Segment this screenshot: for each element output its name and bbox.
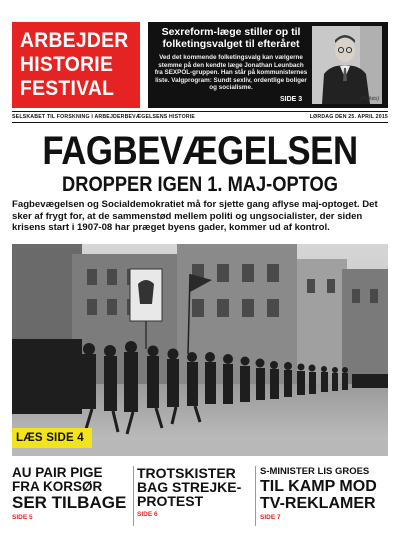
lead-headline: FAGBEVÆGELSEN bbox=[42, 129, 358, 173]
teaser-3-line-3: TV-REKLAMER bbox=[260, 495, 376, 512]
teaser-headline: Sexreform-læge stiller op til folketingsvalget til efteråret bbox=[161, 26, 301, 50]
column-divider-1 bbox=[133, 466, 134, 526]
teaser-tv-ads[interactable] bbox=[260, 466, 388, 521]
lead-standfirst: Fagbevægelsen og Socialdemokratiet må for sjette gang aflyse maj-optoget. Det sker af frygt for, at de sammenstød mellem politi og ungsocialister, der siden krisens start i 1907-08 har præget byens gader, kommer ud af kontrol. bbox=[12, 199, 378, 233]
lead-subhead: DROPPER IGEN 1. MAJ-OPTOG bbox=[62, 172, 338, 196]
festival-logo[interactable] bbox=[12, 22, 140, 108]
teaser-2-line-3: PROTEST bbox=[137, 493, 204, 509]
issue-date: LØRDAG DEN 25. APRIL 2015 bbox=[309, 114, 388, 120]
publisher-line: SELSKABET TIL FORSKNING I ARBEJDERBEVÆGELSENS HISTORIE bbox=[12, 114, 196, 120]
column-divider-2 bbox=[255, 466, 256, 526]
teaser-au-pair[interactable] bbox=[12, 466, 130, 521]
logo-line-3: FESTIVAL bbox=[20, 77, 115, 100]
teaser-page-ref: SIDE 3 bbox=[280, 96, 303, 103]
portrait-photo bbox=[312, 26, 382, 104]
teaser-2-line-1: TROTSKISTER bbox=[137, 465, 236, 481]
teaser-trotskists[interactable] bbox=[137, 466, 252, 518]
photo-credit: (Polfoto) bbox=[360, 96, 379, 102]
teaser-1-page-ref: SIDE 5 bbox=[12, 514, 33, 521]
strap-top-rule bbox=[12, 111, 388, 112]
teaser-2-line-2: BAG STREJKE- bbox=[137, 479, 242, 495]
date-strap bbox=[12, 114, 388, 120]
teaser-1-line-1: AU PAIR PIGE bbox=[12, 465, 103, 480]
logo-line-2: HISTORIE bbox=[20, 53, 114, 76]
march-photo-illustration bbox=[12, 244, 388, 456]
teaser-body: Ved det kommende folketingsvalg kan vælgerne stemme på den kendte læge Jonathan Leunbach fra SEXPOL-gruppen. Han står på kommunisternes liste. Valgprogram: Sundt sexliv, ordentlige boliger og socialisme. bbox=[154, 54, 308, 92]
portrait-figure bbox=[312, 26, 382, 104]
lead-photo[interactable] bbox=[12, 244, 388, 456]
teaser-3-line-2: TIL KAMP MOD bbox=[260, 478, 377, 495]
teaser-3-page-ref: SIDE 7 bbox=[260, 514, 281, 521]
top-teaser-box[interactable] bbox=[148, 22, 388, 108]
logo-line-1: ARBEJDER bbox=[20, 29, 129, 52]
read-page-4-button[interactable]: LÆS SIDE 4 bbox=[12, 428, 92, 448]
teaser-text bbox=[154, 26, 308, 92]
teaser-3-line-1: S-MINISTER LIS GROES bbox=[260, 466, 370, 477]
teaser-1-line-2: FRA KORSØR bbox=[12, 479, 103, 494]
teaser-1-line-3: SER TILBAGE bbox=[12, 493, 127, 512]
teaser-2-page-ref: SIDE 6 bbox=[137, 511, 158, 518]
strap-bottom-rule bbox=[12, 122, 388, 123]
